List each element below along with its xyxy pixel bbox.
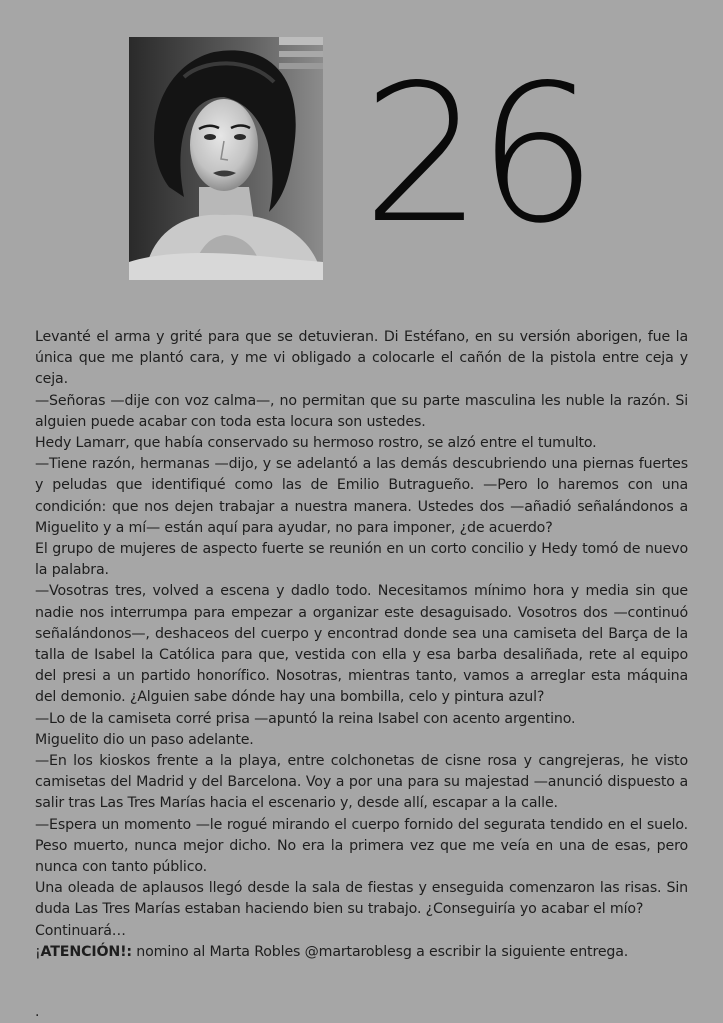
paragraph: Miguelito dio un paso adelante. xyxy=(35,731,254,748)
paragraph: Hedy Lamarr, que había conservado su hermoso rostro, se alzó entre el tumulto. xyxy=(35,435,597,452)
notice-attention-label: ATENCIÓN!: xyxy=(40,943,132,960)
portrait-photo xyxy=(129,37,323,280)
chapter-number: 26 xyxy=(362,44,592,265)
paragraph: —Señoras —dije con voz calma—, no permitan que su parte masculina les nuble la razón. Si alguien puede acabar con toda esta locura son ustedes. xyxy=(35,392,688,430)
paragraph: El grupo de mujeres de aspecto fuerte se reunión en un corto concilio y Hedy tomó de nuevo la palabra. xyxy=(35,541,688,579)
paragraph: —Vosotras tres, volved a escena y dadlo todo. Necesitamos mínimo hora y media sin que nadie nos interrumpa para empezar a organizar este desaguisado. Vosotros dos —continuó señalándonos—, deshaceos del cuerpo y encontrad donde sea una camiseta del Barça de la talla de Isabel la Católica para que, vestida con ella y esa barba desaliñada, rete al equipo del presi a un partido honorífico. Nosotras, mientras tanto, vamos a arreglar esta máquina del demonio. ¿Alguien sabe dónde hay una bombilla, celo y pintura azul? xyxy=(35,583,688,706)
notice-open-mark: ¡ xyxy=(35,943,41,960)
story-text xyxy=(35,327,688,963)
notice-text: nomino al Marta Robles @martaroblesg a escribir la siguiente entrega. xyxy=(131,943,629,960)
paragraph: —Espera un momento —le rogué mirando el cuerpo fornido del segurata tendido en el suelo. Peso muerto, nunca mejor dicho. No era la primera vez que me veía en una de esas, pero nunca con tanto público. xyxy=(35,816,688,876)
paragraph: Una oleada de aplausos llegó desde la sala de fiestas y enseguida comenzaron las risas. Sin duda Las Tres Marías estaban haciendo bien su trabajo. ¿Conseguiría yo acabar el mío? xyxy=(35,880,688,918)
paragraph-continued: Continuará… xyxy=(35,922,126,939)
footer-mark: . xyxy=(35,1004,40,1020)
paragraph: —En los kioskos frente a la playa, entre colchonetas de cisne rosa y cangrejeras, he visto camisetas del Madrid y del Barcelona. Voy a por una para su majestad —anunció dispuesto a salir tras Las Tres Marías hacia el escenario y, desde allí, escapar a la calle. xyxy=(35,753,688,812)
paragraph: —Lo de la camiseta corré prisa —apuntó la reina Isabel con acento argentino. xyxy=(35,710,576,727)
paragraph: Levanté el arma y grité para que se detuvieran. Di Estéfano, en su versión aborigen, fue la única que me plantó cara, y me vi obligado a colocarle el cañón de la pistola entre ceja y ceja. xyxy=(35,329,688,388)
nomination-notice xyxy=(35,942,688,963)
paragraph: —Tiene razón, hermanas —dijo, y se adelantó a las demás descubriendo una piernas fuertes y peludas que identifiqué como las de Emilio Butragueño. —Pero lo haremos con una condición: que nos dejen trabajar a nuestra manera. Ustedes dos —añadió señalándonos a Miguelito y a mí— están aquí para ayudar, no para imponer, ¿de acuerdo? xyxy=(35,456,688,536)
